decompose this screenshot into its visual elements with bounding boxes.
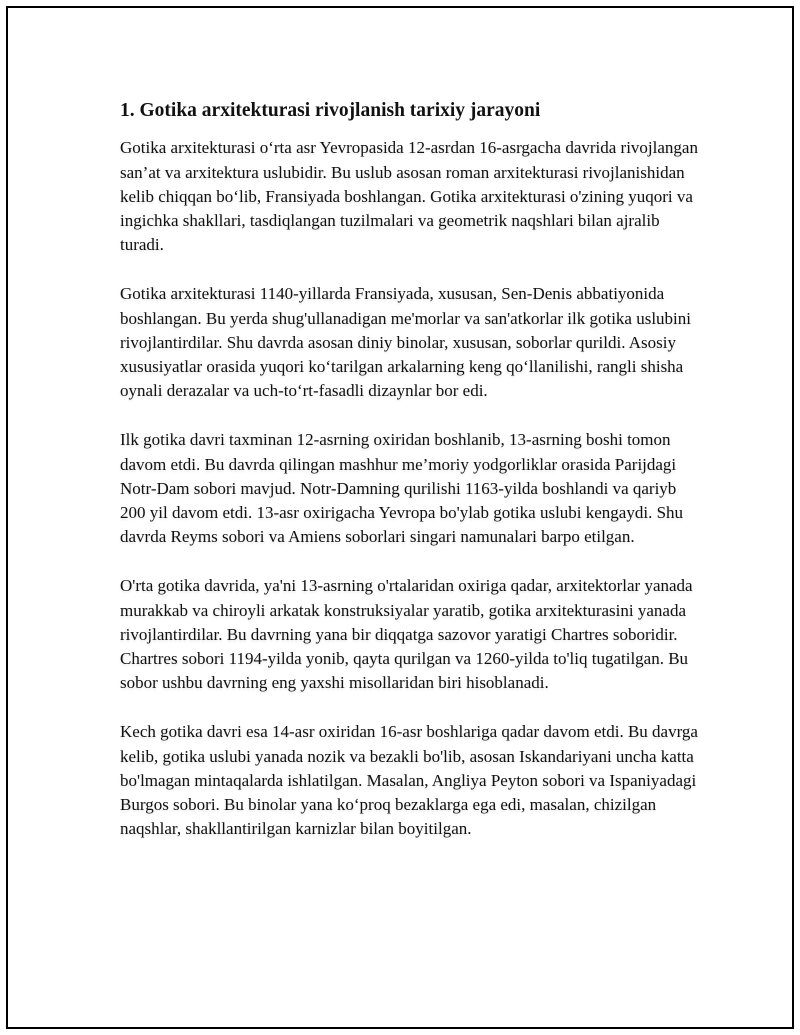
paragraph-origins: Gotika arxitekturasi 1140-yillarda Fransiyada, xususan, Sen-Denis abbatiyonida boshlangan. Bu yerda shug'ullanadigan me'morlar va san'atkorlar ilk gotika uslubini rivojlantirdilar. Shu davrda asosan diniy binolar, xususan, soborlar qurildi. Asosiy xususiyatlar orasida yuqori ko‘tarilgan arkalarning keng qo‘llanilishi, rangli shisha oynali derazalar va uch-to‘rt-fasadli dizaynlar bor edi. (120, 284, 692, 401)
document-body (120, 98, 700, 866)
document-title: 1. Gotika arxitekturasi rivojlanish tarixiy jarayoni (120, 100, 541, 121)
paragraph-late-gothic: Kech gotika davri esa 14-asr oxiridan 16-asr boshlariga qadar davom etdi. Bu davrga kelib, gotika uslubi yanada nozik va bezakli bo'lib, asosan Iskandariyani uncha katta bo'lmagan mintaqalarda ishlatilgan. Masalan, Angliya Peyton sobori va Ispaniyadagi Burgos sobori. Bu binolar yana ko‘proq bezaklarga ega edi, masalan, chizilgan naqshlar, shakllantirilgan karnizlar bilan boyitilgan. (120, 722, 698, 839)
paragraph-intro: Gotika arxitekturasi o‘rta asr Yevropasida 12-asrdan 16-asrgacha davrida rivojlangan san’at va arxitektura uslubidir. Bu uslub asosan roman arxitekturasi rivojlanishidan kelib chiqqan bo‘lib, Fransiyada boshlangan. Gotika arxitekturasi o'zining yuqori va ingichka shakllari, tasdiqlangan tuzilmalari va geometrik naqshlari bilan ajralib turadi. (120, 138, 698, 255)
paragraph-early-gothic: Ilk gotika davri taxminan 12-asrning oxiridan boshlanib, 13-asrning boshi tomon davom etdi. Bu davrda qilingan mashhur me’moriy yodgorliklar orasida Parijdagi Notr-Dam sobori mavjud. Notr-Damning qurilishi 1163-yilda boshlandi va qariyb 200 yil davom etdi. 13-asr oxirigacha Yevropa bo'ylab gotika uslubi kengaydi. Shu davrda Reyms sobori va Amiens soborlari singari namunalari barpo etilgan. (120, 430, 684, 547)
document-page (6, 6, 794, 1029)
paragraph-middle-gothic: O'rta gotika davrida, ya'ni 13-asrning o'rtalaridan oxiriga qadar, arxitektorlar yanada murakkab va chiroyli arkatak konstruksiyalar yaratib, gotika arxitekturasini yanada rivojlantirdilar. Bu davrning yana bir diqqatga sazovor yaratigi Chartres soboridir. Chartres sobori 1194-yilda yonib, qayta qurilgan va 1260-yilda to'liq tugatilgan. Bu sobor ushbu davrning eng yaxshi misollaridan biri hisoblanadi. (120, 576, 693, 693)
